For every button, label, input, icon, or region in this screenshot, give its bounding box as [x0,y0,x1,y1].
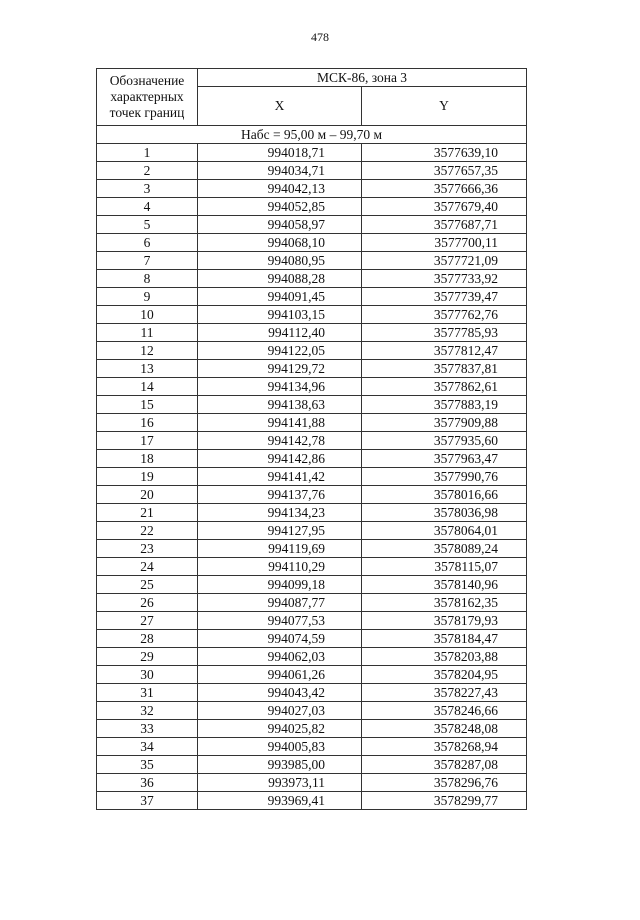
table-row [97,738,527,756]
y-coordinate: 3577963,47 [362,450,527,468]
y-coordinate: 3578089,24 [362,540,527,558]
coordinate-system-header: МСК-86, зона 3 [198,69,527,87]
y-coordinate: 3577862,61 [362,378,527,396]
table-row [97,504,527,522]
page-number: 478 [311,30,329,44]
point-number: 28 [97,630,198,648]
point-number: 31 [97,684,198,702]
table-row [97,540,527,558]
x-coordinate: 994110,29 [198,558,362,576]
point-number: 24 [97,558,198,576]
x-coordinate: 994087,77 [198,594,362,612]
table-row [97,522,527,540]
point-number: 36 [97,774,198,792]
table-row [97,630,527,648]
y-coordinate: 3577733,92 [362,270,527,288]
point-number: 34 [97,738,198,756]
point-number: 11 [97,324,198,342]
x-coordinate: 994025,82 [198,720,362,738]
y-coordinate: 3578140,96 [362,576,527,594]
y-coordinate: 3577990,76 [362,468,527,486]
point-number: 8 [97,270,198,288]
point-number: 25 [97,576,198,594]
table-row [97,198,527,216]
x-coordinate: 994142,86 [198,450,362,468]
y-coordinate: 3577721,09 [362,252,527,270]
point-number: 13 [97,360,198,378]
x-coordinate: 994134,96 [198,378,362,396]
y-column-header: Y [362,87,527,126]
table-row [97,774,527,792]
point-number: 7 [97,252,198,270]
point-number: 23 [97,540,198,558]
x-coordinate: 994141,88 [198,414,362,432]
table-row [97,324,527,342]
table-row [97,576,527,594]
y-coordinate: 3578299,77 [362,792,527,810]
x-coordinate: 994138,63 [198,396,362,414]
y-coordinate: 3577639,10 [362,144,527,162]
table-row [97,414,527,432]
point-number: 6 [97,234,198,252]
x-coordinate: 994061,26 [198,666,362,684]
table-row [97,378,527,396]
y-coordinate: 3577837,81 [362,360,527,378]
table-row [97,252,527,270]
point-number: 22 [97,522,198,540]
point-number: 15 [97,396,198,414]
y-coordinate: 3578203,88 [362,648,527,666]
y-coordinate: 3578036,98 [362,504,527,522]
table-row [97,162,527,180]
table-row [97,486,527,504]
table-row [97,450,527,468]
x-coordinate: 994068,10 [198,234,362,252]
x-coordinate: 994099,18 [198,576,362,594]
point-number: 5 [97,216,198,234]
x-coordinate: 994103,15 [198,306,362,324]
point-number: 21 [97,504,198,522]
y-coordinate: 3578162,35 [362,594,527,612]
point-number: 16 [97,414,198,432]
table-row [97,558,527,576]
x-coordinate: 994091,45 [198,288,362,306]
table-row [97,342,527,360]
x-coordinate: 993985,00 [198,756,362,774]
point-number: 2 [97,162,198,180]
y-coordinate: 3577935,60 [362,432,527,450]
table-row [97,216,527,234]
x-coordinate: 994042,13 [198,180,362,198]
table-row [97,270,527,288]
y-coordinate: 3577700,11 [362,234,527,252]
y-coordinate: 3577812,47 [362,342,527,360]
y-coordinate: 3578246,66 [362,702,527,720]
point-number: 17 [97,432,198,450]
point-number: 33 [97,720,198,738]
point-number: 26 [97,594,198,612]
point-number: 18 [97,450,198,468]
y-coordinate: 3577785,93 [362,324,527,342]
x-coordinate: 994080,95 [198,252,362,270]
y-coordinate: 3578064,01 [362,522,527,540]
y-coordinate: 3578287,08 [362,756,527,774]
designation-header: Обозначение характерных точек границ [97,69,198,126]
x-coordinate: 994074,59 [198,630,362,648]
point-number: 20 [97,486,198,504]
table-row [97,288,527,306]
table-row [97,666,527,684]
height-range-row [97,126,527,144]
point-number: 19 [97,468,198,486]
y-coordinate: 3577666,36 [362,180,527,198]
point-number: 35 [97,756,198,774]
table-row [97,234,527,252]
table-row [97,702,527,720]
x-coordinate: 994142,78 [198,432,362,450]
x-coordinate: 994005,83 [198,738,362,756]
x-coordinate: 994058,97 [198,216,362,234]
table-row [97,720,527,738]
table-row [97,360,527,378]
y-coordinate: 3577657,35 [362,162,527,180]
point-number: 4 [97,198,198,216]
table-row [97,468,527,486]
y-coordinate: 3578179,93 [362,612,527,630]
point-number: 3 [97,180,198,198]
x-coordinate: 994043,42 [198,684,362,702]
point-number: 10 [97,306,198,324]
x-coordinate: 994112,40 [198,324,362,342]
y-coordinate: 3577687,71 [362,216,527,234]
table-row [97,648,527,666]
x-coordinate: 993973,11 [198,774,362,792]
y-coordinate: 3577739,47 [362,288,527,306]
coordinates-table [96,68,527,810]
y-coordinate: 3578248,08 [362,720,527,738]
table-row [97,306,527,324]
x-coordinate: 994062,03 [198,648,362,666]
point-number: 27 [97,612,198,630]
point-number: 14 [97,378,198,396]
height-range: Набс = 95,00 м – 99,70 м [97,126,527,144]
y-coordinate: 3577762,76 [362,306,527,324]
y-coordinate: 3578184,47 [362,630,527,648]
x-coordinate: 994137,76 [198,486,362,504]
x-coordinate: 994134,23 [198,504,362,522]
x-coordinate: 994077,53 [198,612,362,630]
x-coordinate: 993969,41 [198,792,362,810]
point-number: 1 [97,144,198,162]
y-coordinate: 3577883,19 [362,396,527,414]
table-row [97,144,527,162]
x-coordinate: 994129,72 [198,360,362,378]
y-coordinate: 3577679,40 [362,198,527,216]
point-number: 12 [97,342,198,360]
y-coordinate: 3578115,07 [362,558,527,576]
y-coordinate: 3578268,94 [362,738,527,756]
x-coordinate: 994122,05 [198,342,362,360]
x-column-header: X [198,87,362,126]
x-coordinate: 994052,85 [198,198,362,216]
y-coordinate: 3578016,66 [362,486,527,504]
x-coordinate: 994119,69 [198,540,362,558]
point-number: 37 [97,792,198,810]
point-number: 30 [97,666,198,684]
x-coordinate: 994018,71 [198,144,362,162]
y-coordinate: 3578227,43 [362,684,527,702]
point-number: 29 [97,648,198,666]
table-row [97,792,527,810]
point-number: 9 [97,288,198,306]
x-coordinate: 994027,03 [198,702,362,720]
table-row [97,612,527,630]
table-row [97,684,527,702]
table-row [97,180,527,198]
x-coordinate: 994127,95 [198,522,362,540]
coordinates-table-body [97,69,527,810]
table-row [97,396,527,414]
y-coordinate: 3577909,88 [362,414,527,432]
y-coordinate: 3578296,76 [362,774,527,792]
x-coordinate: 994034,71 [198,162,362,180]
point-number: 32 [97,702,198,720]
x-coordinate: 994141,42 [198,468,362,486]
table-row [97,594,527,612]
y-coordinate: 3578204,95 [362,666,527,684]
table-row [97,432,527,450]
x-coordinate: 994088,28 [198,270,362,288]
header-row-1 [97,69,527,87]
table-row [97,756,527,774]
